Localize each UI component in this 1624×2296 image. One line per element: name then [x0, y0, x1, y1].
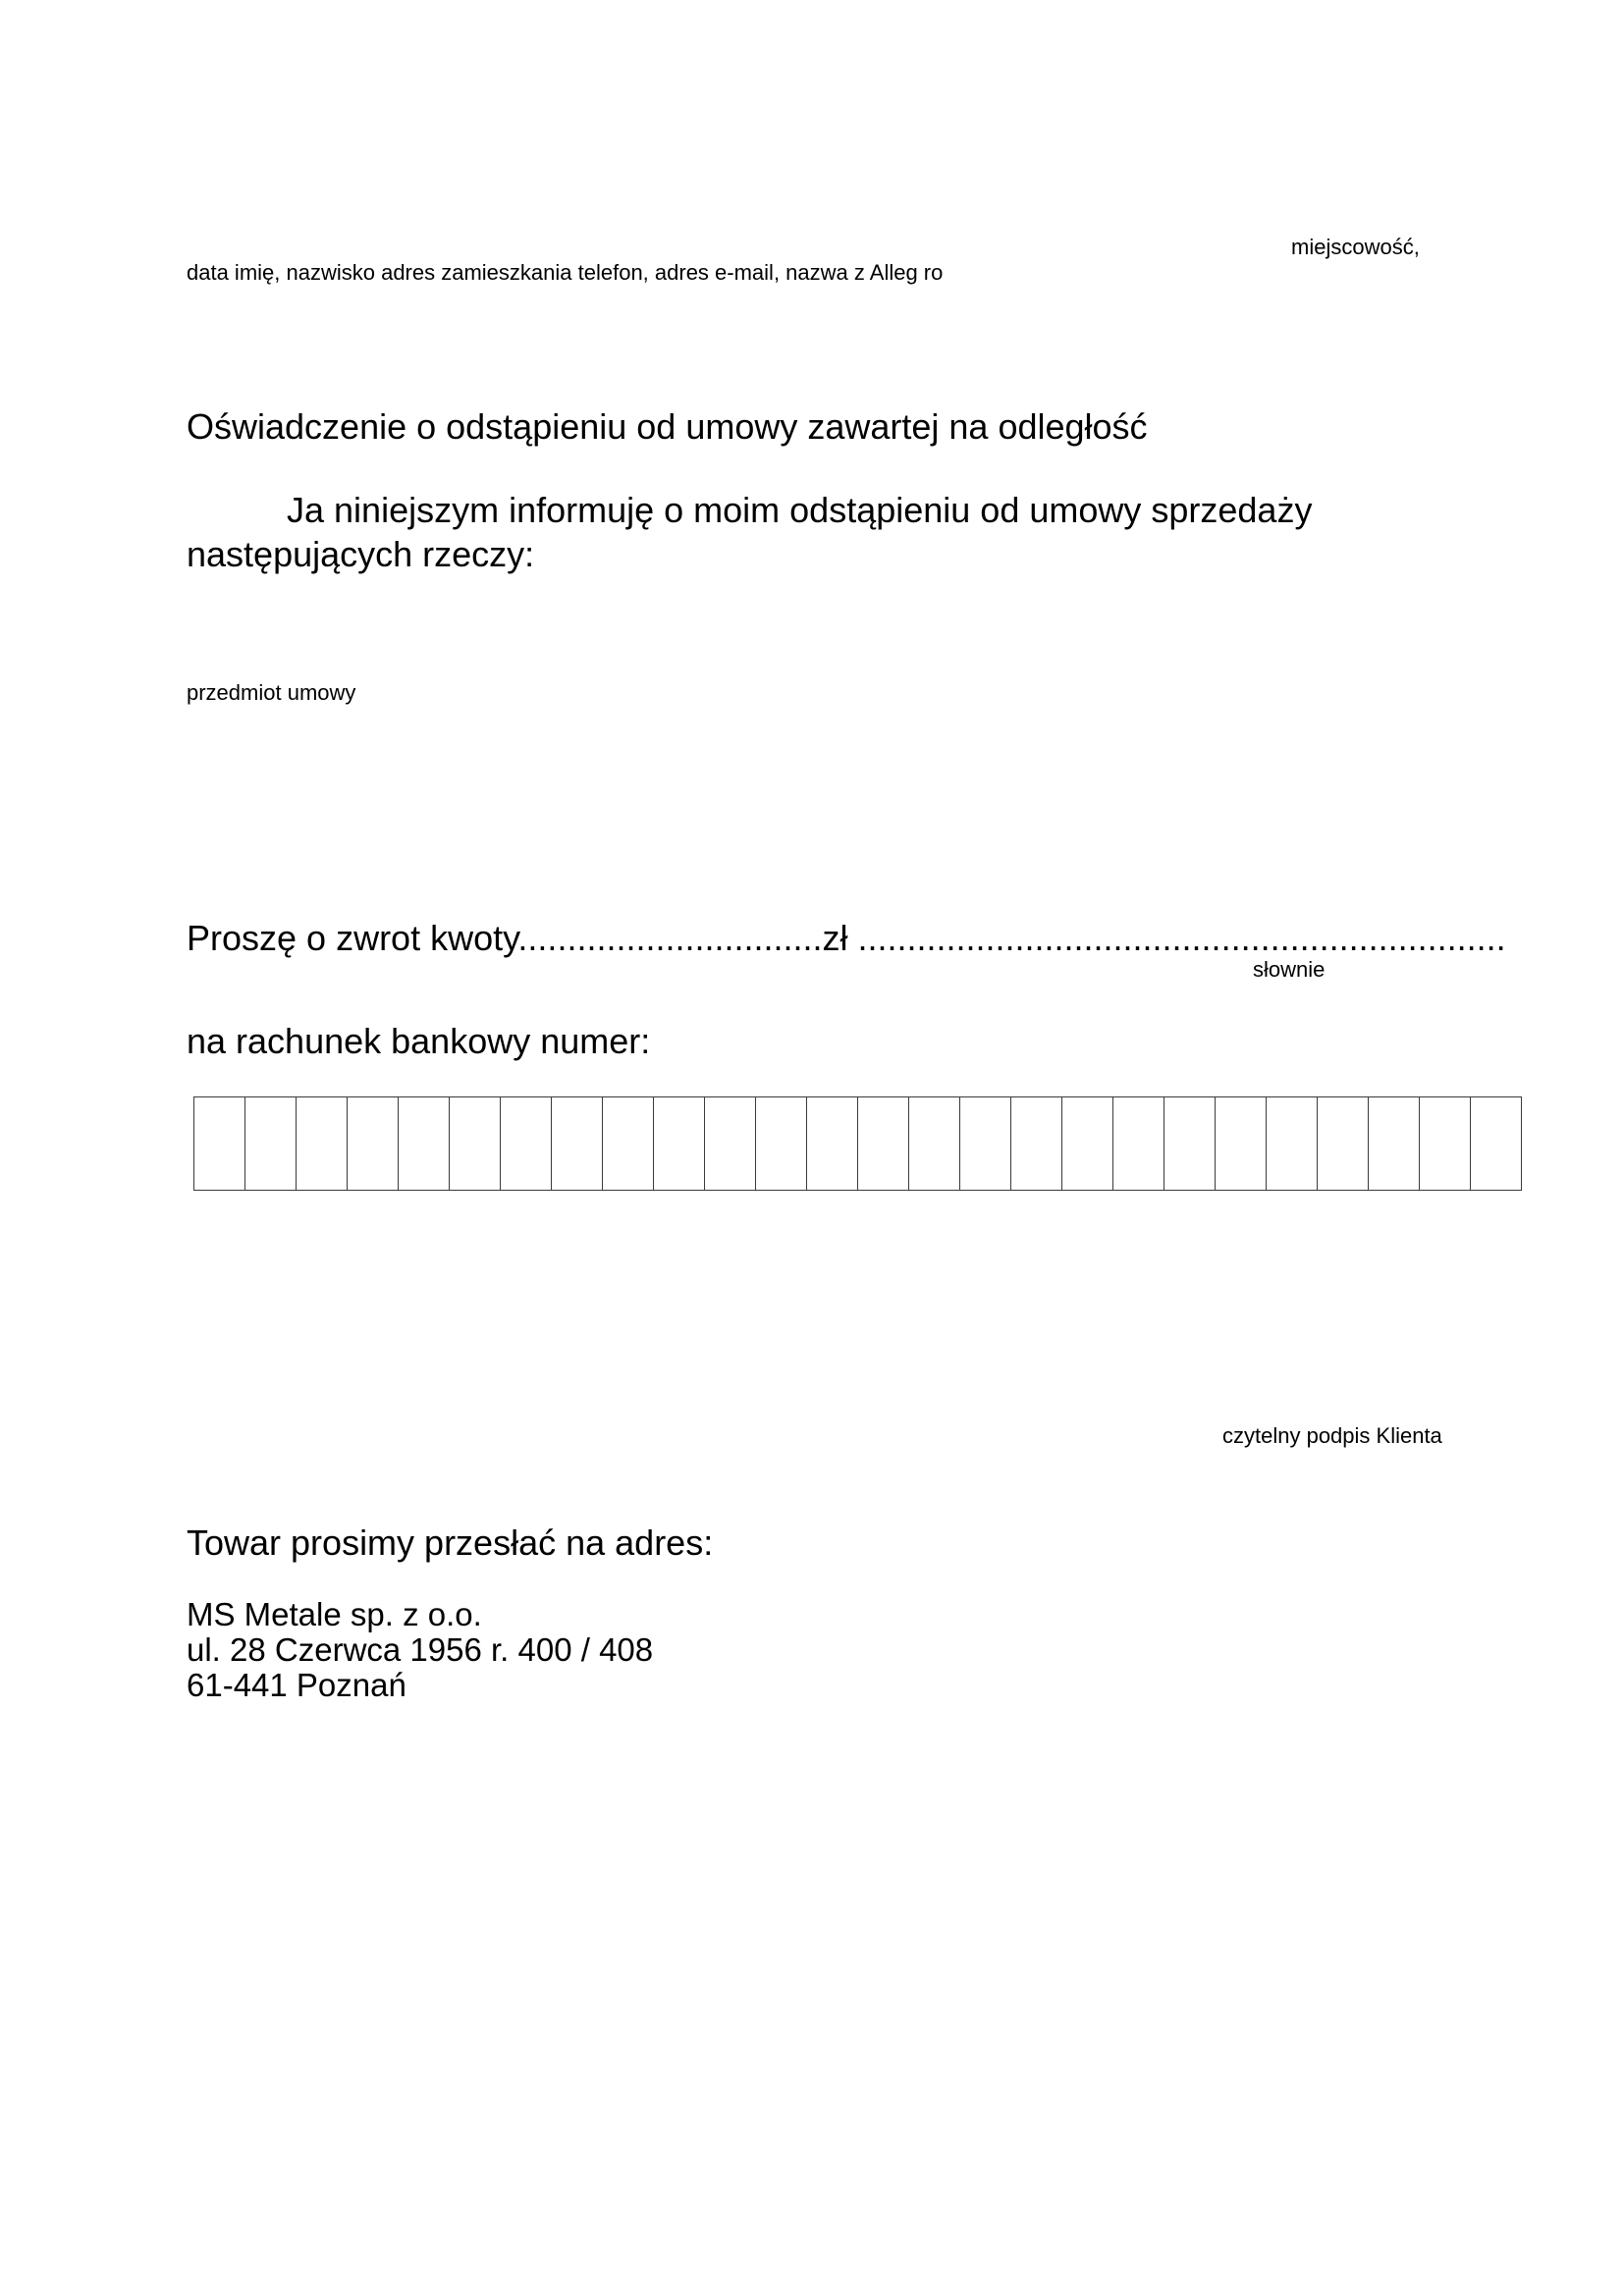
- document-title: Oświadczenie o odstąpieniu od umowy zawartej na odległość: [187, 406, 1148, 447]
- account-digit-box[interactable]: [1164, 1097, 1216, 1190]
- account-digit-box[interactable]: [1318, 1097, 1369, 1190]
- intro-text-line-2: następujących rzeczy:: [187, 534, 535, 574]
- address-street: ul. 28 Czerwca 1956 r. 400 / 408: [187, 1631, 654, 1668]
- account-digit-box[interactable]: [807, 1097, 858, 1190]
- signature-label: czytelny podpis Klienta: [1222, 1423, 1442, 1448]
- account-digit-box[interactable]: [348, 1097, 399, 1190]
- intro-text-line-1: Ja niniejszym informuję o moim odstąpieniu od umowy sprzedaży: [287, 490, 1313, 530]
- account-digit-box[interactable]: [654, 1097, 705, 1190]
- account-digit-box[interactable]: [1420, 1097, 1471, 1190]
- account-digit-box[interactable]: [399, 1097, 450, 1190]
- amount-in-words-label: słownie: [1253, 957, 1326, 982]
- account-digit-box[interactable]: [194, 1097, 245, 1190]
- account-digit-box[interactable]: [1062, 1097, 1113, 1190]
- refund-amount-line: Proszę o zwrot kwoty...............................zł ..................................................................: [187, 918, 1506, 958]
- account-digit-box[interactable]: [1369, 1097, 1420, 1190]
- account-digit-box[interactable]: [501, 1097, 552, 1190]
- account-digit-box[interactable]: [450, 1097, 501, 1190]
- account-digit-box[interactable]: [603, 1097, 654, 1190]
- account-digit-box[interactable]: [1216, 1097, 1267, 1190]
- contract-subject-label: przedmiot umowy: [187, 680, 356, 705]
- header-location-label: miejscowość,: [1291, 235, 1420, 259]
- account-digit-box[interactable]: [1267, 1097, 1318, 1190]
- account-digit-box[interactable]: [1113, 1097, 1164, 1190]
- account-digit-box[interactable]: [960, 1097, 1011, 1190]
- account-digit-box[interactable]: [705, 1097, 756, 1190]
- account-digit-box[interactable]: [756, 1097, 807, 1190]
- account-digit-box[interactable]: [552, 1097, 603, 1190]
- address-company: MS Metale sp. z o.o.: [187, 1596, 482, 1632]
- account-digit-box[interactable]: [297, 1097, 348, 1190]
- address-city: 61-441 Poznań: [187, 1667, 406, 1703]
- shipping-address-title: Towar prosimy przesłać na adres:: [187, 1522, 714, 1563]
- account-digit-box[interactable]: [858, 1097, 909, 1190]
- shipping-address-block: [187, 1597, 653, 1703]
- account-digit-box[interactable]: [1471, 1097, 1521, 1190]
- bank-account-number-boxes: [193, 1096, 1522, 1191]
- account-digit-box[interactable]: [909, 1097, 960, 1190]
- header-personal-data-label: data imię, nazwisko adres zamieszkania telefon, adres e-mail, nazwa z Alleg ro: [187, 260, 944, 285]
- bank-account-label: na rachunek bankowy numer:: [187, 1021, 651, 1061]
- account-digit-box[interactable]: [245, 1097, 297, 1190]
- account-digit-box[interactable]: [1011, 1097, 1062, 1190]
